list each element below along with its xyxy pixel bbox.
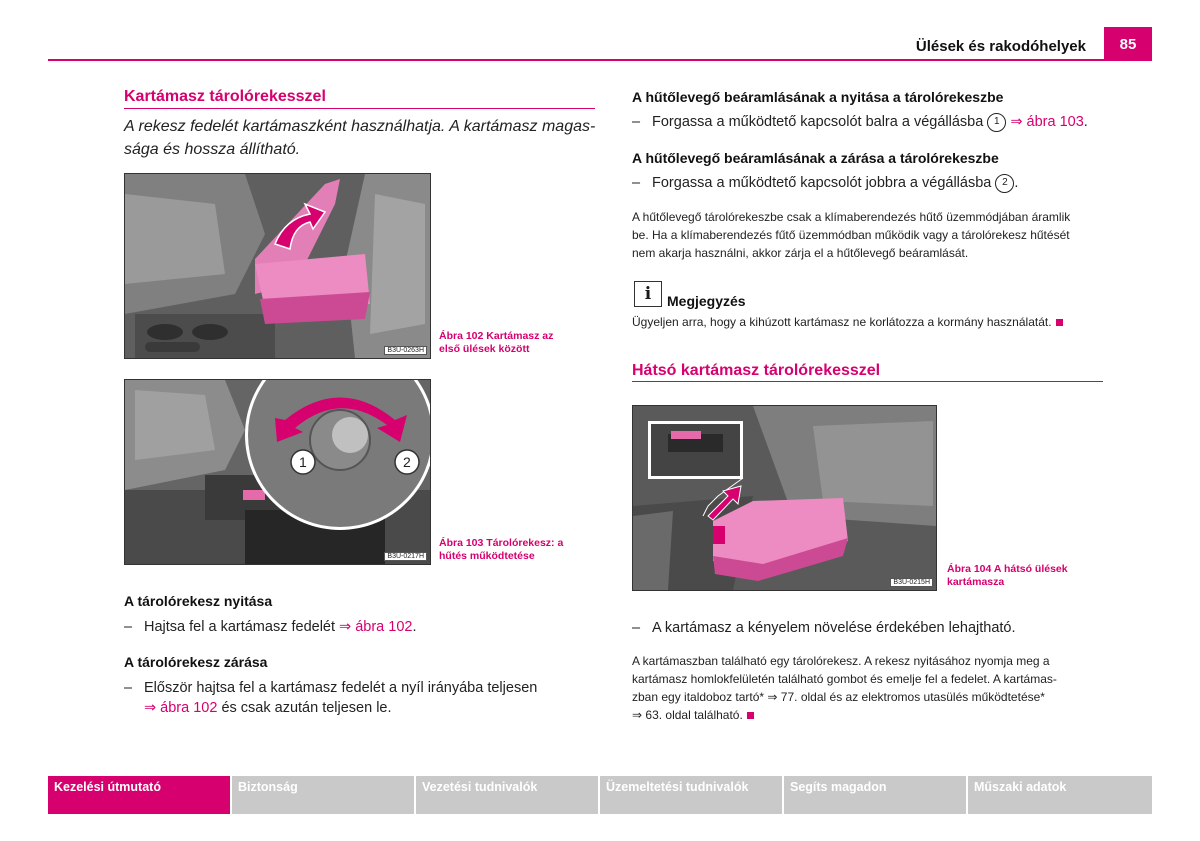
caption-figure-103: [439, 537, 563, 563]
note-title: Megjegyzés: [667, 293, 746, 309]
info-line: A kartámaszban található egy tárolórekesz. A rekesz nyitásához nyomja meg a: [632, 654, 1050, 668]
figure-104: [632, 405, 937, 591]
info-line: nem akarja használni, akkor zárja el a hűtőlevegő beáramlását.: [632, 246, 969, 260]
dial-label-2: 2: [403, 454, 411, 470]
tab-label: Kezelési útmutató: [54, 780, 161, 794]
chapter-title: Ülések és rakodóhelyek: [915, 38, 1086, 55]
section-rule: [124, 108, 595, 109]
figure-code: B3U-0217H: [384, 552, 427, 561]
lead-text: [124, 115, 599, 161]
note-text: [632, 313, 1063, 331]
page-number: 85: [1104, 27, 1152, 61]
storage-cooling-illustration: [125, 380, 430, 564]
info-line: zban egy italdoboz tartó* ⇒ 77. oldal és az elektromos utasülés működtetése*: [632, 690, 1045, 704]
section-title-armrest: Kartámasz tárolórekesszel: [124, 88, 326, 105]
caption-figure-104: [947, 563, 1068, 589]
subheading-closing: A tárolórekesz zárása: [124, 654, 268, 670]
subheading-opening: A tárolórekesz nyitása: [124, 593, 273, 609]
tab-label: Vezetési tudnivalók: [422, 780, 538, 794]
caption-line-1: Ábra 104 A hátsó ülések: [947, 563, 1068, 575]
footer-tab-self-help[interactable]: [784, 776, 966, 814]
figure-link[interactable]: ⇒ ábra 102: [339, 619, 413, 635]
info-line: A hűtőlevegő tárolórekeszbe csak a klímaberendezés hűtő üzemmódjában áramlik: [632, 210, 1071, 224]
front-armrest-illustration: [125, 174, 430, 358]
section-title-rear-armrest: Hátsó kartámasz tárolórekesszel: [632, 362, 881, 379]
tab-label: Üzemeltetési tudnivalók: [606, 780, 749, 794]
info-line: ⇒ 63. oldal található.: [632, 708, 743, 722]
step-rear-armrest: – A kartámasz a kényelem növelése érdekében lehajtható.: [632, 620, 1016, 636]
dial-label-1: 1: [299, 454, 307, 470]
rear-info-paragraph: [632, 652, 1107, 724]
info-paragraph: [632, 208, 1107, 262]
step-closing: – Először hajtsa fel a kartámasz fedelét a nyíl irányába teljesen ⇒ ábra 102 és csak azután teljesen le.: [124, 680, 538, 716]
tab-label: Segíts magadon: [790, 780, 887, 794]
note-body: Ügyeljen arra, hogy a kihúzott kartámasz ne korlátozza a kormány használatát.: [632, 315, 1052, 329]
info-note-icon: i: [634, 281, 662, 307]
caption-line-1: Ábra 102 Kartámasz az: [439, 330, 554, 342]
rear-armrest-illustration: [633, 406, 936, 590]
step-text: Forgassa a működtető kapcsolót jobbra a végállásba: [652, 175, 992, 191]
caption-figure-102: [439, 330, 553, 356]
step-air-close: – Forgassa a működtető kapcsolót jobbra a végállásba 2 .: [632, 175, 1019, 191]
footer-tab-safety[interactable]: [232, 776, 414, 814]
step-text: Hajtsa fel a kartámasz fedelét: [144, 619, 336, 635]
step-opening: – Hajtsa fel a kartámasz fedelét ⇒ ábra 102.: [124, 619, 417, 635]
caption-line-2: kartámasza: [947, 576, 1005, 588]
info-line: kartámasz homlokfelületén található gombot és emelje fel a fedelet. A kartámas-: [632, 672, 1057, 686]
tab-label: Biztonság: [238, 780, 298, 794]
step-text-cont: és csak azután teljesen le.: [221, 700, 392, 716]
section-rule: [632, 381, 1103, 382]
lead-line-2: sága és hossza állítható.: [124, 141, 301, 158]
figure-link[interactable]: ⇒ ábra 103: [1010, 114, 1084, 130]
figure-link[interactable]: ⇒ ábra 102: [144, 700, 218, 716]
subheading-air-open: A hűtőlevegő beáramlásának a nyitása a tárolórekeszbe: [632, 89, 1004, 105]
subheading-air-close: A hűtőlevegő beáramlásának a zárása a tárolórekeszbe: [632, 150, 999, 166]
footer-tab-manual[interactable]: [48, 776, 230, 814]
step-text: A kartámasz a kényelem növelése érdekében lehajtható.: [652, 620, 1016, 636]
caption-line-1: Ábra 103 Tárolórekesz: a: [439, 537, 564, 549]
footer-tab-operation[interactable]: [600, 776, 782, 814]
caption-line-2: első ülések között: [439, 343, 530, 355]
figure-code: B3U-0263H: [384, 346, 427, 355]
figure-103: [124, 379, 431, 565]
info-line: be. Ha a klímaberendezés fűtő üzemmódban működik vagy a tárolórekesz hűtését: [632, 228, 1070, 242]
end-mark: [747, 712, 754, 719]
footer-tab-driving[interactable]: [416, 776, 598, 814]
footer-tab-technical[interactable]: [968, 776, 1152, 814]
step-text: Forgassa a működtető kapcsolót balra a végállásba: [652, 114, 984, 130]
step-air-open: – Forgassa a működtető kapcsolót balra a végállásba 1 ⇒ ábra 103.: [632, 114, 1088, 130]
caption-line-2: hűtés működtetése: [439, 550, 535, 562]
figure-code: B3U-0215H: [890, 578, 933, 587]
figure-102: [124, 173, 431, 359]
end-mark: [1056, 319, 1063, 326]
tab-label: Műszaki adatok: [974, 780, 1067, 794]
step-text: Először hajtsa fel a kartámasz fedelét a nyíl irányába teljesen: [144, 680, 538, 696]
callout-number: 2: [995, 174, 1014, 193]
header-rule: [48, 59, 1152, 61]
callout-number: 1: [987, 113, 1006, 132]
lead-line-1: A rekesz fedelét kartámaszként használhatja. A kartámasz magas-: [124, 118, 596, 135]
